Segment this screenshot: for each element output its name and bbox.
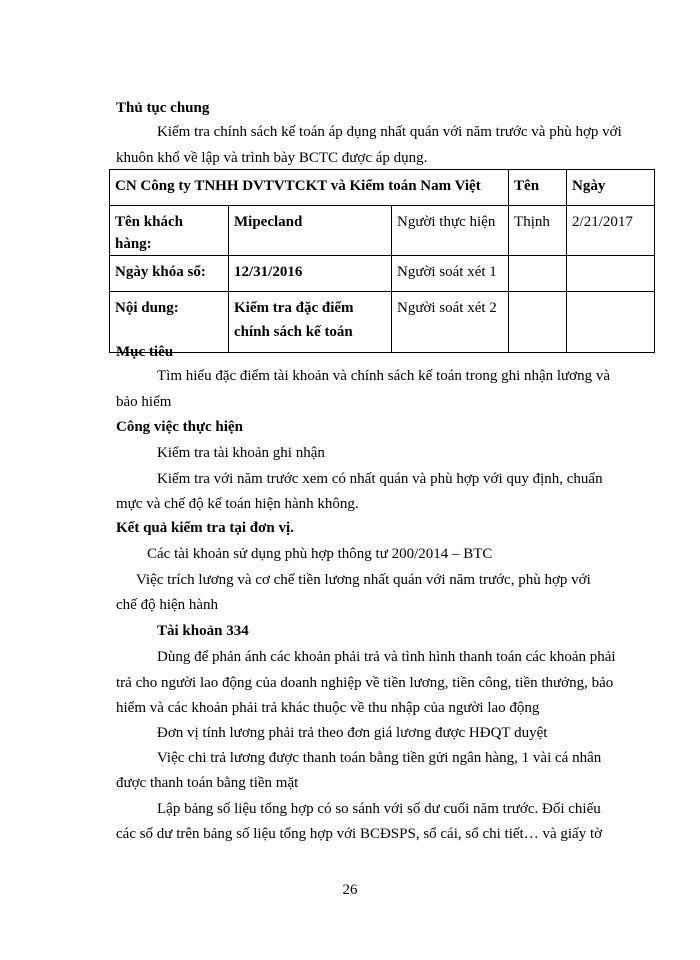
work-line-2: Kiểm tra với năm trước xem có nhất quán và phù hợp với quy định, chuẩn	[157, 471, 603, 487]
client-label: Tên khách hàng:	[110, 206, 229, 256]
reviewer-2-role: Người soát xét 2	[392, 292, 509, 353]
content-value-line-1: Kiểm tra đặc điểm	[234, 300, 354, 316]
objective-line-2: bảo hiểm	[116, 394, 172, 410]
section-title: Thủ tục chung	[116, 100, 210, 116]
closing-date-value: 12/31/2016	[229, 256, 392, 292]
account-334-p4-line-2: các số dư trên bảng số liệu tổng hợp với BCĐSPS, sổ cái, sổ chi tiết… và giấy tờ	[116, 826, 603, 842]
table-row	[110, 256, 655, 292]
company-name: CN Công ty TNHH DVTVTCKT và Kiểm toán Nam Việt	[110, 170, 509, 206]
client-value: Mipecland	[229, 206, 392, 256]
closing-date-label: Ngày khóa sổ:	[110, 256, 229, 292]
content-value-line-2: chính sách kế toán	[234, 324, 353, 340]
audit-header-table	[109, 169, 655, 353]
column-header-date: Ngày	[567, 170, 655, 206]
work-heading: Công việc thực hiện	[116, 419, 243, 435]
result-heading: Kết quả kiểm tra tại đơn vị.	[116, 520, 294, 536]
account-334-heading: Tài khoản 334	[157, 623, 249, 639]
reviewer-1-role: Người soát xét 1	[392, 256, 509, 292]
content-label: Nội dung:	[110, 292, 229, 353]
table-row	[110, 292, 655, 353]
account-334-p2: Đơn vị tính lương phải trả theo đơn giá lương được HĐQT duyệt	[157, 725, 548, 741]
objective-line-1: Tìm hiểu đặc điểm tài khoản và chính sách kế toán trong ghi nhận lương và	[157, 368, 611, 384]
work-line-1: Kiểm tra tài khoản ghi nhận	[157, 445, 325, 461]
intro-line-1: Kiểm tra chính sách kế toán áp dụng nhất quán với năm trước và phù hợp với	[157, 124, 622, 140]
result-line-2: Việc trích lương và cơ chế tiền lương nhất quán với năm trước, phù hợp với	[136, 572, 591, 588]
account-334-p1-line-1: Dùng để phản ánh các khoản phải trả và tình hình thanh toán các khoản phải	[157, 649, 616, 665]
content-value	[229, 292, 392, 353]
table-row	[110, 206, 655, 256]
account-334-p3-line-2: được thanh toán bằng tiền mặt	[116, 775, 299, 791]
intro-line-2: khuôn khổ về lập và trình bày BCTC được áp dụng.	[116, 150, 428, 166]
account-334-p3-line-1: Việc chi trả lương được thanh toán bằng tiền gửi ngân hàng, 1 vài cá nhân	[157, 750, 602, 766]
account-334-p1-line-2: trả cho người lao động của doanh nghiệp về tiền lương, tiền công, tiền thưởng, bảo	[116, 675, 614, 691]
column-header-name: Tên	[509, 170, 567, 206]
preparer-name: Thịnh	[509, 206, 567, 256]
account-334-p4-line-1: Lập bảng số liệu tổng hợp có so sánh với số dư cuối năm trước. Đối chiếu	[157, 801, 601, 817]
result-line-3: chế độ hiện hành	[116, 597, 219, 613]
objective-heading: Mục tiêu	[116, 344, 174, 360]
page-number: 26	[342, 882, 358, 898]
result-line-1: Các tài khoản sử dụng phù hợp thông tư 200/2014 – BTC	[147, 546, 493, 562]
reviewer-2-date	[567, 292, 655, 353]
reviewer-1-date	[567, 256, 655, 292]
reviewer-2-name	[509, 292, 567, 353]
table-row	[110, 170, 655, 206]
reviewer-1-name	[509, 256, 567, 292]
work-line-3: mực và chế độ kế toán hiện hành không.	[116, 496, 359, 512]
preparer-role: Người thực hiện	[392, 206, 509, 256]
preparer-date: 2/21/2017	[567, 206, 655, 256]
account-334-p1-line-3: hiểm và các khoản phải trả khác thuộc về thu nhập của người lao động	[116, 700, 540, 716]
